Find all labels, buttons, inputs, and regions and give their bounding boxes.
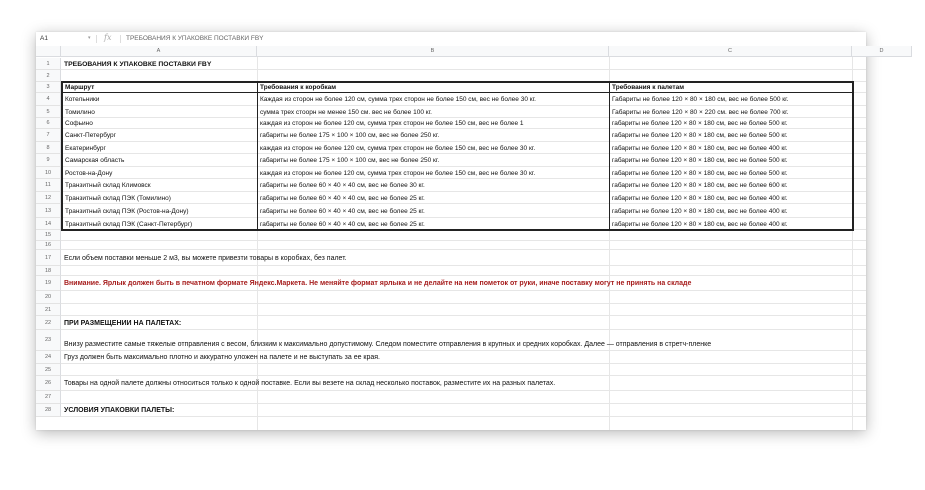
divider [96, 35, 97, 43]
formula-input[interactable]: ТРЕБОВАНИЯ К УПАКОВКЕ ПОСТАВКИ FBY [126, 35, 264, 42]
row-header[interactable]: 27 [36, 391, 61, 404]
table-border [257, 82, 258, 230]
row-header[interactable]: 5 [36, 106, 61, 118]
table-cell[interactable]: габариты не более 175 × 100 × 100 см, вес не более 250 кг. [260, 132, 440, 139]
table-cell[interactable]: каждая из сторон не более 120 см, сумма трех сторон не более 150 см, вес не более 30 кг. [260, 169, 536, 177]
column-header-d[interactable]: D [852, 46, 912, 57]
row-header[interactable]: 16 [36, 241, 61, 250]
table-cell[interactable]: габариты не более 60 × 40 × 40 см, вес не более 25 кг. [260, 220, 425, 228]
table-cell[interactable]: габариты не более 60 × 40 × 40 см, вес не более 25 кг. [260, 207, 425, 215]
gridline [61, 240, 866, 241]
table-cell[interactable]: габариты не более 60 × 40 × 40 см, вес не более 25 кг. [260, 194, 425, 202]
row-header[interactable]: 21 [36, 304, 61, 316]
pallet-instruction-2[interactable]: Груз должен быть максимально плотно и аккуратно уложен на палете и не выступать за ее края. [64, 354, 381, 361]
table-cell[interactable]: габариты не более 120 × 80 × 180 см, вес не более 500 кг. [612, 132, 788, 139]
name-box[interactable]: A1 [40, 35, 48, 42]
table-cell[interactable]: габариты не более 120 × 80 × 180 см, вес не более 400 кг. [612, 144, 788, 152]
table-cell[interactable]: габариты не более 120 × 80 × 180 см, вес не более 500 кг. [612, 120, 788, 127]
table-cell[interactable]: каждая из сторон не более 120 см, сумма трех сторон не более 150 см, вес не более 30 кг. [260, 144, 536, 152]
row-header[interactable]: 24 [36, 351, 61, 364]
row-header[interactable]: 10 [36, 167, 61, 179]
table-header-cell[interactable]: Требования к коробкам [260, 84, 337, 91]
row-header[interactable]: 2 [36, 70, 61, 82]
table-border [61, 81, 63, 231]
table-cell[interactable]: габариты не более 120 × 80 × 180 см, вес не более 400 кг. [612, 220, 788, 228]
divider [120, 35, 121, 43]
table-cell[interactable]: габариты не более 175 × 100 × 100 см, вес не более 250 кг. [260, 157, 440, 164]
table-cell[interactable]: Самарская область [65, 157, 125, 164]
row-header[interactable]: 11 [36, 179, 61, 192]
table-border [609, 82, 610, 230]
row-header[interactable]: 23 [36, 330, 61, 351]
sheet-title[interactable]: ТРЕБОВАНИЯ К УПАКОВКЕ ПОСТАВКИ FBY [64, 60, 212, 68]
row-header[interactable]: 22 [36, 316, 61, 330]
volume-note[interactable]: Если объем поставки меньше 2 м3, вы можете привезти товары в коробках, без палет. [64, 254, 347, 262]
table-cell[interactable]: габариты не более 120 × 80 × 180 см, вес не более 400 кг. [612, 207, 788, 215]
table-cell[interactable]: Габариты не более 120 × 80 × 220 см. вес не более 700 кг. [612, 108, 789, 116]
row-header[interactable]: 13 [36, 204, 61, 218]
table-cell[interactable]: Каждая из сторон не более 120 см, сумма трех сторон не более 150 см, вес не более 30 кг. [260, 96, 536, 103]
pallet-heading[interactable]: ПРИ РАЗМЕЩЕНИИ НА ПАЛЕТАХ: [64, 319, 182, 327]
row-header[interactable]: 6 [36, 118, 61, 129]
row-header[interactable]: 19 [36, 276, 61, 291]
table-header-cell[interactable]: Требования к палетам [612, 84, 685, 91]
gridline [61, 303, 866, 304]
table-cell[interactable]: габариты не более 120 × 80 × 180 см, вес не более 500 кг. [612, 157, 788, 164]
row-header[interactable]: 1 [36, 58, 61, 70]
row-header[interactable]: 28 [36, 404, 61, 417]
table-cell[interactable]: Габариты не более 120 × 80 × 180 см, вес не более 500 кг. [612, 96, 789, 103]
row-header[interactable]: 8 [36, 142, 61, 154]
table-cell[interactable]: Санкт-Петербург [65, 132, 116, 139]
row-header[interactable]: 20 [36, 291, 61, 304]
row-header[interactable]: 15 [36, 230, 61, 241]
table-cell[interactable]: каждая из сторон не более 120 см, сумма трех сторон не более 150 см, вес не более 1 [260, 120, 524, 127]
column-header-a[interactable]: A [61, 46, 257, 57]
row-header[interactable]: 7 [36, 129, 61, 142]
table-cell[interactable]: Екатеринбург [65, 144, 106, 152]
row-header[interactable]: 17 [36, 250, 61, 266]
table-cell[interactable]: Котельники [65, 96, 100, 103]
row-header[interactable]: 9 [36, 154, 61, 167]
table-cell[interactable]: габариты не более 60 × 40 × 40 см, вес не более 30 кг. [260, 182, 425, 189]
row-header[interactable]: 18 [36, 266, 61, 276]
warning-note[interactable]: Внимание. Ярлык должен быть в печатном формате Яндекс.Маркета. Не меняйте формат ярлыка и не делайте на нем пометок от руки, иначе поставку могут не принять на складе [64, 280, 692, 287]
function-icon: fx [104, 33, 112, 42]
table-cell[interactable]: Томилино [65, 108, 95, 116]
column-header-b[interactable]: B [257, 46, 609, 57]
chevron-down-icon[interactable]: ▾ [88, 35, 91, 41]
column-header-c[interactable]: C [609, 46, 852, 57]
table-cell[interactable]: сумма трех стоорн не менее 150 см. вес не более 100 кг. [260, 108, 432, 116]
select-all-corner[interactable] [36, 46, 61, 57]
row-header[interactable]: 25 [36, 364, 61, 376]
conditions-heading[interactable]: УСЛОВИЯ УПАКОВКИ ПАЛЕТЫ: [64, 407, 175, 414]
table-border [62, 92, 853, 93]
table-cell[interactable]: габариты не более 120 × 80 × 180 см, вес не более 500 кг. [612, 169, 788, 177]
table-cell[interactable]: Ростов-на-Дону [65, 169, 113, 177]
pallet-instruction-1[interactable]: Внизу разместите самые тяжелые отправления с весом, близким к максимально допустимому. Следом поместите отправления в крупных и средних коробках. Далее — отправления в стретч-пленке [64, 340, 712, 348]
table-cell[interactable]: Софьино [65, 120, 93, 127]
row-header[interactable]: 3 [36, 82, 61, 93]
table-cell[interactable]: Транзитный склад ПЭК (Санкт-Петербург) [65, 220, 193, 228]
table-cell[interactable]: Транзитный склад Климовск [65, 182, 151, 189]
spreadsheet [36, 32, 884, 430]
row-header[interactable]: 4 [36, 93, 61, 106]
pallet-instruction-3[interactable]: Товары на одной палете должны относиться только к одной поставке. Если вы везете на склад несколько поставок, разместите их на разных палетах. [64, 380, 556, 387]
row-header[interactable]: 14 [36, 218, 61, 230]
table-border [62, 81, 853, 83]
table-border [62, 229, 853, 231]
table-cell[interactable]: габариты не более 120 × 80 × 180 см, вес не более 400 кг. [612, 194, 788, 202]
formula-bar [36, 32, 866, 47]
table-cell[interactable]: габариты не более 120 × 80 × 180 см, вес не более 600 кг. [612, 182, 788, 189]
table-cell[interactable]: Транзитный склад ПЭК (Томилино) [65, 194, 171, 202]
row-header[interactable]: 26 [36, 376, 61, 391]
row-header[interactable]: 12 [36, 192, 61, 204]
table-border [852, 81, 854, 231]
table-header-cell[interactable]: Маршрут [65, 84, 95, 91]
table-cell[interactable]: Транзитный склад ПЭК (Ростов-на-Дону) [65, 207, 189, 215]
